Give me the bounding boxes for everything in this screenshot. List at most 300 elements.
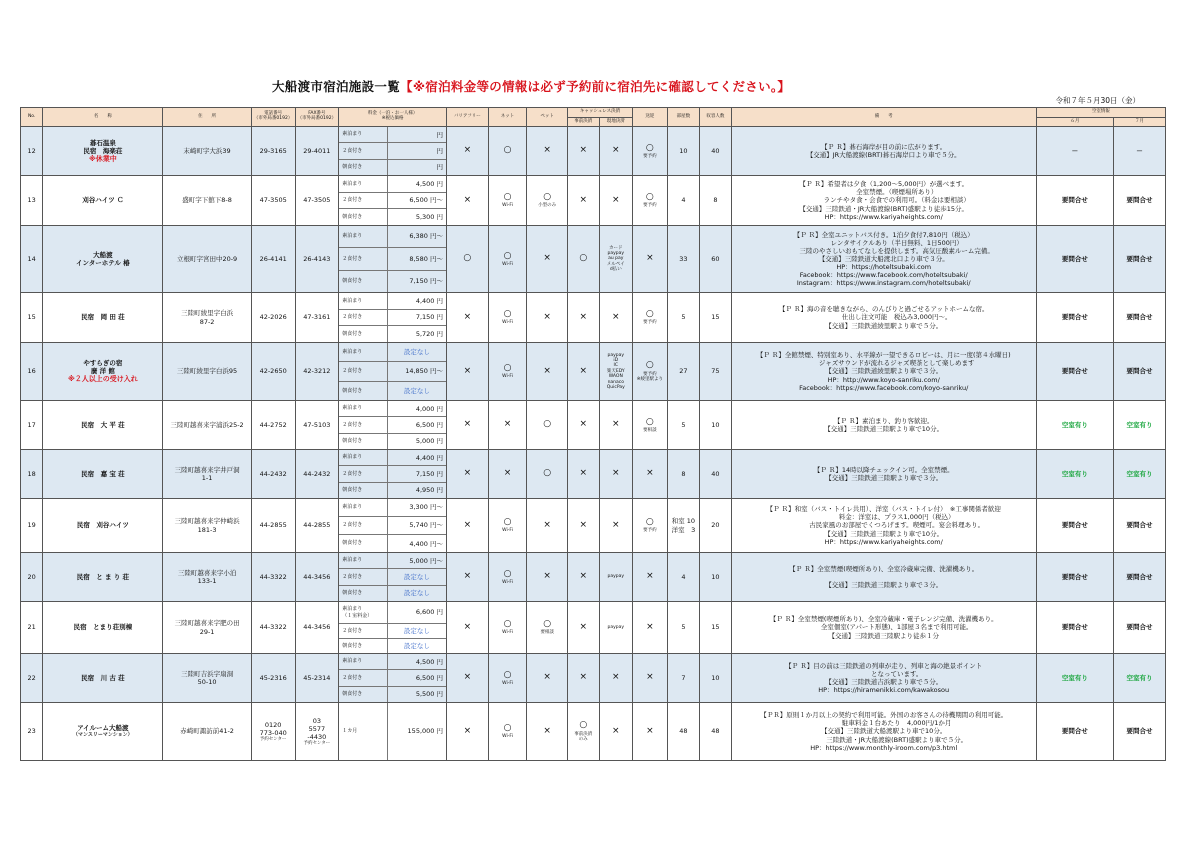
fee-row xyxy=(339,362,446,382)
barrier-free-cell xyxy=(447,343,489,401)
fee-table xyxy=(339,703,446,760)
facility-fax xyxy=(295,654,339,703)
fax-number: 45-2314 xyxy=(303,673,331,682)
internet-cell xyxy=(488,499,527,553)
barrier-free-mark: ○ xyxy=(463,253,472,264)
vacancy-jul: 要問合せ xyxy=(1114,293,1166,343)
vacancy-jun: 要問合せ xyxy=(1036,703,1113,761)
facility-address: 三陸町越喜来字小泊 133-1 xyxy=(163,553,251,602)
pickup-note: 要相談 xyxy=(643,427,657,433)
capacity-count: 10 xyxy=(700,553,732,602)
row-no: 23 xyxy=(21,703,43,761)
fee-label: ２食付き xyxy=(339,362,387,382)
barrier-free-mark: × xyxy=(463,571,472,582)
fee-value: 7,150 円 xyxy=(387,309,446,326)
cashless-onsite-cell xyxy=(599,343,633,401)
facility-fax xyxy=(295,176,339,226)
room-count: 27 xyxy=(667,343,700,401)
internet-mark: ○ xyxy=(503,669,512,680)
fee-cell xyxy=(339,293,447,343)
barrier-free-mark: × xyxy=(463,725,472,736)
internet-cell xyxy=(488,450,527,499)
capacity-count: 10 xyxy=(700,654,732,703)
fax-note: 予約センター xyxy=(303,740,331,746)
fee-label: 朝食付き xyxy=(339,535,387,552)
pickup-cell xyxy=(633,553,668,602)
fee-value: 5,720 円 xyxy=(415,330,443,339)
pickup-note: 要予約 xyxy=(643,528,657,534)
fax-number: 29-4011 xyxy=(303,146,331,155)
cashless-onsite-mark: × xyxy=(612,145,620,156)
room-count: 7 xyxy=(667,654,700,703)
fee-label: ２食付き xyxy=(339,569,387,586)
fee-label: ２食付き xyxy=(339,143,387,160)
cashless-prepay-cell xyxy=(568,293,600,343)
fee-value: 設定なし xyxy=(403,642,430,651)
cashless-prepay-mark: × xyxy=(579,419,588,430)
pet-cell xyxy=(527,450,568,499)
internet-mark: ○ xyxy=(503,309,512,320)
remarks-cell: 【Ｐ Ｒ】全室ユニットバス付き。1泊夕食付7,810円（税込） レンタサイクルあり（半日無料、1日500円） 三陸のやさしいおもてなしを提供します。高気圧酸素ルーム完備。 【交通】三陸鉄道大船渡北口より車で３分。 HP：https://hoteltsubaki.com Facebook：https://www.facebook.com/hoteltsubaki/ Instagram：https://www.instagram.com/hoteltsubaki/ xyxy=(731,226,1036,293)
fee-label: 朝食付き xyxy=(339,326,387,342)
fee-label: ２食付き xyxy=(339,624,387,639)
fee-label: 素泊まり xyxy=(339,226,387,248)
remarks-cell: 【Ｐ Ｒ】全館禁煙、特別室あり、水平線が一望できるロビーは、月に一度(第４水曜日) ジャズサウンドが流れるジャズ喫茶として楽しめます 【交通】三陸鉄道綾里駅より車で３分。 HP：http://www.koyo-sanriku.com/ Facebook：https://www.facebook.com/koyo-sanriku/ xyxy=(731,343,1036,401)
pickup-mark: ○ xyxy=(645,142,654,153)
room-count: 8 xyxy=(667,450,700,499)
fee-row xyxy=(339,127,446,143)
fee-label: 素泊まり xyxy=(339,293,387,309)
cashless-onsite-note: paypay iD IC 楽天EDY WAON nanaco QuicPay xyxy=(606,352,625,390)
facility-name xyxy=(43,401,163,450)
remarks-cell: 【ＰＲ】原則１か月以上の契約で利用可能。外国のお客さんの待機期間の利用可能。 駐車料金１台あたり 4,000円/1か月 【交通】三陸鉄道大船渡駅より車で10分。 三陸鉄道・JR大船渡線(BRT)盛駅より車で５分。 HP：https://www.monthly-iroom.com/p3.html xyxy=(731,703,1036,761)
fax-number: 03 5577 -4430 xyxy=(307,716,327,741)
facility-fax xyxy=(295,226,339,293)
internet-mark: ○ xyxy=(503,723,512,734)
fee-label: ２食付き xyxy=(339,417,387,434)
fax-number: 44-3456 xyxy=(303,623,331,632)
facility-name xyxy=(43,553,163,602)
pickup-cell xyxy=(633,226,668,293)
tel-number: 0120 773-040 xyxy=(259,720,287,737)
row-no: 12 xyxy=(21,127,43,176)
fee-value: 4,500 円 xyxy=(387,176,446,192)
fee-row xyxy=(339,654,446,670)
internet-note: Wi-Fi xyxy=(502,261,513,267)
fee-value: 5,000 円 xyxy=(415,437,443,446)
facility-name-line: 碁石温泉 xyxy=(89,138,116,147)
fee-cell xyxy=(339,401,447,450)
cashless-onsite-mark: × xyxy=(612,725,620,736)
facility-name-line: 民宿 川 古 荘 xyxy=(81,673,125,682)
fee-table xyxy=(339,343,446,400)
room-count: 4 xyxy=(667,553,700,602)
fax-number: 44-3456 xyxy=(303,572,331,581)
pickup-cell xyxy=(633,176,668,226)
pet-cell xyxy=(527,343,568,401)
tel-number: 29-3165 xyxy=(259,146,287,155)
header-pet: ペット xyxy=(527,108,568,127)
cashless-prepay-mark: × xyxy=(579,672,588,683)
cashless-prepay-mark: × xyxy=(579,194,588,205)
pickup-note: 要予約 xyxy=(643,203,657,209)
tel-number: 42-2650 xyxy=(259,367,287,376)
fee-label: 朝食付き xyxy=(339,270,387,292)
fee-row xyxy=(339,417,446,434)
fee-value: 円 xyxy=(387,159,446,175)
fee-value: 6,380 円～ xyxy=(387,226,446,248)
table-row xyxy=(21,127,1166,176)
vacancy-jul: 空室有り xyxy=(1114,450,1166,499)
fee-row xyxy=(339,248,446,271)
cashless-prepay-mark: × xyxy=(579,311,588,322)
facility-name xyxy=(43,499,163,553)
internet-cell xyxy=(488,553,527,602)
facility-name-line: 民宿 海楽荘 xyxy=(83,146,123,155)
barrier-free-cell xyxy=(447,401,489,450)
internet-mark: ○ xyxy=(503,363,512,374)
fee-row xyxy=(339,466,446,483)
remarks-cell: 【Ｐ Ｒ】目の前は三陸鉄道の列車が走り、列車と海の絶景ポイント となっています。 【交通】三陸鉄道吉浜駅より車で５分。 HP：https://hiramenikki.com/kawakosou xyxy=(731,654,1036,703)
vacancy-jun: 空室有り xyxy=(1036,401,1113,450)
fee-table xyxy=(339,293,446,342)
cashless-prepay-mark: ○ xyxy=(579,720,588,731)
facility-name xyxy=(43,602,163,654)
fee-table xyxy=(339,450,446,498)
fee-row xyxy=(339,585,446,601)
fee-label: ２食付き xyxy=(339,466,387,483)
pet-note: 小型のみ xyxy=(538,203,557,209)
fee-row xyxy=(339,192,446,209)
fee-row xyxy=(339,639,446,653)
fax-number: 44-2432 xyxy=(303,469,331,478)
fee-row xyxy=(339,270,446,292)
cashless-prepay-cell xyxy=(568,176,600,226)
fee-label: 素泊まり xyxy=(339,176,387,192)
capacity-count: 15 xyxy=(700,602,732,654)
header-month-jun: ６月 xyxy=(1036,118,1113,127)
facility-name xyxy=(43,654,163,703)
barrier-free-mark: × xyxy=(463,365,472,376)
header-cashless-onsite: 現地決済 xyxy=(599,118,633,127)
fee-row xyxy=(339,670,446,687)
fee-label: ２食付き xyxy=(339,309,387,326)
fee-row xyxy=(339,293,446,309)
vacancy-jul: 空室有り xyxy=(1114,654,1166,703)
barrier-free-cell xyxy=(447,127,489,176)
cashless-onsite-note: カード paypay au pay メルペイ d払い xyxy=(606,245,625,273)
table-row xyxy=(21,654,1166,703)
pickup-cell xyxy=(633,343,668,401)
table-header xyxy=(21,108,1166,118)
fee-row xyxy=(339,143,446,160)
facility-address: 三陸町越喜来字肥の田 29-1 xyxy=(163,602,251,654)
facility-fax xyxy=(295,293,339,343)
facility-name-line: 民宿 嘉 宝 荘 xyxy=(81,469,125,478)
barrier-free-cell xyxy=(447,450,489,499)
fee-row xyxy=(339,176,446,192)
cashless-onsite-mark: × xyxy=(612,468,620,479)
vacancy-jul: 空室有り xyxy=(1114,401,1166,450)
header-address: 住 所 xyxy=(163,108,251,127)
fee-cell xyxy=(339,226,447,293)
vacancy-jun: 要問合せ xyxy=(1036,293,1113,343)
row-no: 14 xyxy=(21,226,43,293)
row-no: 22 xyxy=(21,654,43,703)
internet-mark: ○ xyxy=(503,145,512,156)
fee-cell xyxy=(339,553,447,602)
internet-mark: ○ xyxy=(503,192,512,203)
fax-number: 42-3212 xyxy=(303,367,331,376)
pet-mark: ○ xyxy=(543,619,552,630)
facility-fax xyxy=(295,127,339,176)
cashless-onsite-cell xyxy=(599,401,633,450)
facility-fax xyxy=(295,401,339,450)
cashless-prepay-cell xyxy=(568,703,600,761)
pickup-cell xyxy=(633,499,668,553)
vacancy-jun: 要問合せ xyxy=(1036,602,1113,654)
fee-value: 5,000 円～ xyxy=(387,553,446,569)
fax-number: 44-2855 xyxy=(303,521,331,530)
fee-value: 5,300 円 xyxy=(415,213,443,222)
fee-value: 4,500 円 xyxy=(387,654,446,670)
facility-name-line: 刈谷ハイツ Ｃ xyxy=(82,196,124,205)
facility-name-line: 大船渡 xyxy=(93,250,113,259)
pet-cell xyxy=(527,127,568,176)
fee-label: ２食付き xyxy=(339,670,387,687)
pickup-note: 要予約 xyxy=(643,153,657,159)
facility-status-note: ※休業中 xyxy=(88,154,117,163)
fee-row xyxy=(339,482,446,498)
fee-cell xyxy=(339,499,447,553)
facility-fax xyxy=(295,450,339,499)
cashless-prepay-mark: × xyxy=(579,571,588,582)
pickup-mark: ○ xyxy=(645,309,654,320)
pickup-mark: ○ xyxy=(645,192,654,203)
fee-label: 朝食付き xyxy=(339,686,387,702)
internet-mark: ○ xyxy=(503,568,512,579)
fee-value: 5,500 円 xyxy=(387,686,446,702)
table-row xyxy=(21,499,1166,553)
fee-table xyxy=(339,176,446,225)
facility-name-line: 民宿 岡 田 荘 xyxy=(81,313,125,322)
vacancy-jul: 要問合せ xyxy=(1114,602,1166,654)
cashless-onsite-mark: × xyxy=(612,194,620,205)
cashless-onsite-note: paypay xyxy=(607,574,625,580)
barrier-free-mark: × xyxy=(463,419,472,430)
facility-name-line: 民宿 大 平 荘 xyxy=(81,420,125,429)
cashless-onsite-mark: × xyxy=(612,311,620,322)
pet-cell xyxy=(527,654,568,703)
fee-row xyxy=(339,450,446,466)
fee-value: 設定なし xyxy=(387,569,446,586)
fee-row xyxy=(339,381,446,400)
room-count: 5 xyxy=(667,401,700,450)
vacancy-jul: － xyxy=(1114,127,1166,176)
remarks-cell: 【Ｐ Ｒ】素泊まり、釣り客歓迎。 【交通】三陸鉄道三陸駅より車で10分。 xyxy=(731,401,1036,450)
fee-row xyxy=(339,401,446,417)
facility-address: 三陸町綾里字白浜95 xyxy=(163,343,251,401)
fee-value: 4,000 円 xyxy=(387,401,446,417)
internet-cell xyxy=(488,226,527,293)
barrier-free-mark: × xyxy=(463,621,472,632)
header-cashless: キャッシュレス決済 xyxy=(568,108,633,118)
facility-name xyxy=(43,127,163,176)
pet-mark: × xyxy=(543,253,551,264)
cashless-onsite-mark: × xyxy=(612,672,620,683)
internet-mark: ○ xyxy=(503,517,512,528)
facility-name xyxy=(43,450,163,499)
fee-value: 155,000 円 xyxy=(407,727,443,736)
fee-label: 朝食付き xyxy=(339,159,387,175)
room-count: 5 xyxy=(667,602,700,654)
capacity-count: 40 xyxy=(700,450,732,499)
table-row xyxy=(21,703,1166,761)
facility-tel xyxy=(251,343,295,401)
capacity-count: 8 xyxy=(700,176,732,226)
cashless-prepay-mark: × xyxy=(579,145,588,156)
tel-number: 44-3322 xyxy=(259,572,287,581)
facility-name xyxy=(43,176,163,226)
fee-value: 7,150 円 xyxy=(387,466,446,483)
facility-name-line: 廣 洋 館 xyxy=(90,367,115,376)
fee-label: 素泊まり xyxy=(339,499,387,516)
pet-cell xyxy=(527,226,568,293)
barrier-free-cell xyxy=(447,703,489,761)
internet-mark: ○ xyxy=(503,619,512,630)
pickup-mark: × xyxy=(646,571,654,582)
facility-name-line: やすらぎの宿 xyxy=(83,359,123,367)
header-capacity: 収容人数 xyxy=(700,108,732,127)
remarks-cell: 【Ｐ Ｒ】和室（バス・トイレ共用）、洋室（バス・トイレ付） ※工事関係者歓迎 料金：洋室は、プラス1,000円（税込） 古民家風のお部屋でくつろげます。喫煙可。宴会料理あり。 【交通】三陸鉄道三陸駅より車で10分。 HP：https://www.kariyaheights.com/ xyxy=(731,499,1036,553)
fee-label: 朝食付き xyxy=(339,482,387,498)
cashless-prepay-mark: × xyxy=(579,365,588,376)
fee-cell xyxy=(339,602,447,654)
facility-tel xyxy=(251,176,295,226)
header-month-jul: ７月 xyxy=(1114,118,1166,127)
facility-status-note: ※２人以上の受け入れ xyxy=(67,375,138,384)
room-count: 和室 10 洋室 3 xyxy=(667,499,700,553)
cashless-onsite-cell xyxy=(599,703,633,761)
facility-fax xyxy=(295,343,339,401)
fax-number: 47-5103 xyxy=(303,420,331,429)
date-label: 令和７年５月30日（金） xyxy=(1055,96,1140,105)
vacancy-jul: 要問合せ xyxy=(1114,343,1166,401)
cashless-prepay-cell xyxy=(568,343,600,401)
pickup-cell xyxy=(633,401,668,450)
facility-tel xyxy=(251,401,295,450)
room-count: 33 xyxy=(667,226,700,293)
internet-mark: × xyxy=(503,419,512,430)
vacancy-jun: 空室有り xyxy=(1036,450,1113,499)
pet-mark: × xyxy=(543,519,551,530)
facility-tel xyxy=(251,602,295,654)
vacancy-jun: 要問合せ xyxy=(1036,553,1113,602)
fee-label: 素泊まり xyxy=(339,401,387,417)
fee-value: 円 xyxy=(387,143,446,160)
internet-mark: × xyxy=(503,468,512,479)
fax-number: 47-3161 xyxy=(303,313,331,322)
room-count: 5 xyxy=(667,293,700,343)
table-row xyxy=(21,293,1166,343)
fee-row xyxy=(339,553,446,569)
facility-address: 赤崎町諏訪前41-2 xyxy=(163,703,251,761)
pickup-mark: × xyxy=(646,621,654,632)
vacancy-jul: 要問合せ xyxy=(1114,703,1166,761)
fee-row xyxy=(339,703,446,760)
tel-number: 45-2316 xyxy=(259,673,287,682)
vacancy-jun: 要問合せ xyxy=(1036,499,1113,553)
header-tel: 電話番号 （市外局番0192） xyxy=(251,108,295,127)
facility-tel xyxy=(251,553,295,602)
table-row xyxy=(21,450,1166,499)
cashless-prepay-mark: × xyxy=(579,621,588,632)
fee-cell xyxy=(339,127,447,176)
pickup-mark: ○ xyxy=(645,360,654,371)
cashless-prepay-mark: × xyxy=(579,468,588,479)
vacancy-jun: 空室有り xyxy=(1036,654,1113,703)
table-row xyxy=(21,401,1166,450)
remarks-cell: 【Ｐ Ｒ】14時以降チェックイン可。全室禁煙。 【交通】三陸鉄道三陸駅より車で３分。 xyxy=(731,450,1036,499)
cashless-onsite-cell xyxy=(599,553,633,602)
cashless-prepay-cell xyxy=(568,450,600,499)
internet-cell xyxy=(488,176,527,226)
capacity-count: 60 xyxy=(700,226,732,293)
fee-cell xyxy=(339,176,447,226)
fee-row xyxy=(339,602,446,624)
pickup-cell xyxy=(633,703,668,761)
fax-number: 26-4143 xyxy=(303,254,331,263)
fee-row xyxy=(339,686,446,702)
pickup-cell xyxy=(633,602,668,654)
pet-cell xyxy=(527,499,568,553)
pet-cell xyxy=(527,401,568,450)
fee-row xyxy=(339,433,446,449)
fee-table xyxy=(339,127,446,175)
capacity-count: 20 xyxy=(700,499,732,553)
facility-tel xyxy=(251,654,295,703)
capacity-count: 40 xyxy=(700,127,732,176)
fee-label: 朝食付き xyxy=(339,639,387,653)
facility-name-sub: （マンスリーマンション） xyxy=(73,732,133,739)
cashless-onsite-cell xyxy=(599,293,633,343)
pet-cell xyxy=(527,602,568,654)
facility-address: 三陸町越喜来字仲崎浜 181-3 xyxy=(163,499,251,553)
fee-value: 設定なし xyxy=(387,624,446,639)
fee-value: 4,950 円 xyxy=(387,482,446,498)
facility-tel xyxy=(251,127,295,176)
facility-name xyxy=(43,343,163,401)
facility-tel xyxy=(251,226,295,293)
pickup-note: 要予約 xyxy=(643,320,657,326)
header-fee: 料金（一泊・お一人様） ※税込価格 xyxy=(339,108,447,127)
internet-note: Wi-Fi xyxy=(502,680,513,686)
fee-label: 朝食付き xyxy=(339,381,387,400)
pickup-cell xyxy=(633,127,668,176)
cashless-prepay-cell xyxy=(568,226,600,293)
internet-note: Wi-Fi xyxy=(502,579,513,585)
facility-address: 三陸町越喜来字浦浜25-2 xyxy=(163,401,251,450)
fee-value: 4,400 円 xyxy=(387,450,446,466)
vacancy-jul: 要問合せ xyxy=(1114,553,1166,602)
cashless-prepay-note: 事前決済 のみ xyxy=(574,731,593,743)
vacancy-jul: 要問合せ xyxy=(1114,499,1166,553)
cashless-prepay-mark: ○ xyxy=(579,253,588,264)
tel-number: 47-3505 xyxy=(259,196,287,205)
cashless-onsite-cell xyxy=(599,127,633,176)
facility-tel xyxy=(251,703,295,761)
barrier-free-cell xyxy=(447,602,489,654)
